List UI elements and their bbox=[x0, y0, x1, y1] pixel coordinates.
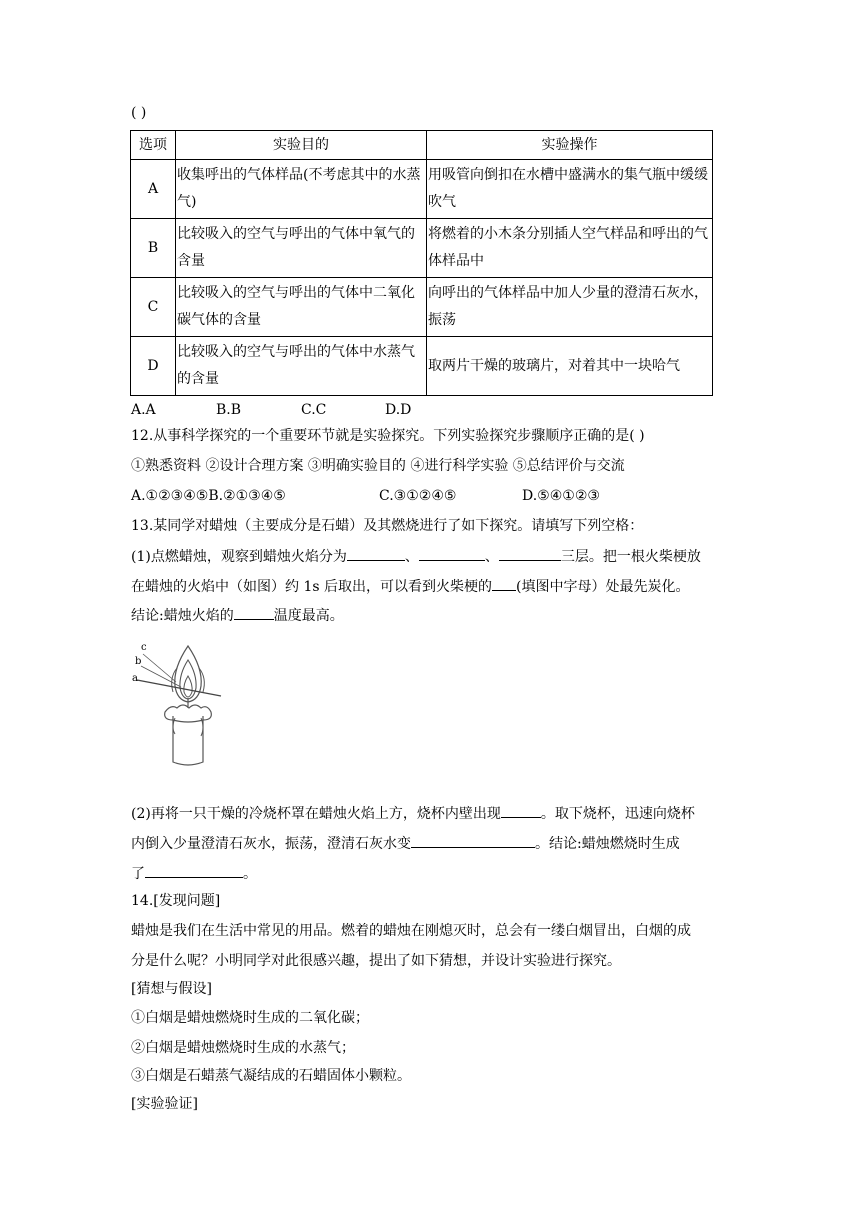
row-option: C bbox=[131, 278, 176, 337]
candle-figure bbox=[131, 638, 231, 768]
q14-heading: 14.[发现问题] bbox=[131, 893, 221, 909]
q13-part2-line2 bbox=[131, 833, 680, 854]
text: (填图中字母）处最先炭化。 bbox=[516, 579, 690, 595]
q13-stem: 13.某同学对蜡烛（主要成分是石蜡）及其燃烧进行了如下探究。请填写下列空格： bbox=[131, 518, 644, 534]
table-row bbox=[131, 160, 713, 219]
answer-blank[interactable] bbox=[411, 833, 535, 848]
text: 。 bbox=[243, 866, 257, 882]
middle-flame bbox=[180, 660, 196, 699]
outer-flame bbox=[175, 646, 201, 702]
answer-option: B.B bbox=[216, 402, 242, 418]
row-purpose: 比较吸入的空气与呼出的气体中二氧化碳气体的含量 bbox=[176, 278, 427, 337]
text: (1)点燃蜡烛，观察到蜡烛火焰分为 bbox=[131, 549, 347, 565]
row-operation: 取两片干燥的玻璃片，对着其中一块哈气 bbox=[427, 337, 713, 396]
answer-blank[interactable] bbox=[145, 863, 243, 878]
table-row bbox=[131, 219, 713, 278]
answer-option: A.A bbox=[131, 402, 156, 418]
q14-paragraph-line1: 蜡烛是我们在生活中常见的用品。燃着的蜡烛在刚熄灭时，总会有一缕白烟冒出，白烟的成 bbox=[131, 923, 691, 939]
row-operation: 用吸管向倒扣在水槽中盛满水的集气瓶中缓缓吹气 bbox=[427, 160, 713, 219]
q13-part2-line1 bbox=[131, 803, 695, 824]
text: 三层。把一根火柴梗放 bbox=[560, 549, 701, 565]
row-option: B bbox=[131, 219, 176, 278]
answer-blank[interactable] bbox=[492, 576, 516, 591]
row-purpose: 比较吸入的空气与呼出的气体中氧气的含量 bbox=[176, 219, 427, 278]
text: 、 bbox=[484, 549, 499, 565]
figure-label-c: c bbox=[141, 642, 147, 653]
answer-option: D.⑤④①②③ bbox=[522, 488, 600, 504]
answer-blank[interactable] bbox=[347, 546, 405, 561]
question-paren: ( ) bbox=[131, 105, 147, 121]
text: 在蜡烛的火焰中（如图）约 1s 后取出，可以看到火柴梗的 bbox=[131, 579, 492, 595]
text: 。结论:蜡烛燃烧时生成 bbox=[535, 836, 680, 852]
header-option: 选项 bbox=[131, 131, 176, 160]
text: 。取下烧杯，迅速向烧杯 bbox=[540, 806, 695, 822]
text: (2)再将一只干燥的冷烧杯罩在蜡烛火焰上方，烧杯内壁出现 bbox=[131, 806, 501, 822]
table-row bbox=[131, 337, 713, 396]
header-purpose: 实验目的 bbox=[176, 131, 427, 160]
pointer-line-c bbox=[143, 654, 176, 682]
hypothesis-item: ①白烟是蜡烛燃烧时生成的二氧化碳； bbox=[131, 1010, 369, 1026]
hypothesis-item: ②白烟是蜡烛燃烧时生成的水蒸气； bbox=[131, 1040, 355, 1056]
text: 温度最高。 bbox=[273, 608, 344, 624]
row-operation: 向呼出的气体样品中加人少量的澄清石灰水，振荡 bbox=[427, 278, 713, 337]
answer-option: D.D bbox=[385, 402, 412, 418]
inner-flame bbox=[184, 676, 192, 697]
answer-blank[interactable] bbox=[419, 546, 485, 561]
answer-blank[interactable] bbox=[499, 546, 561, 561]
q13-part1-line2 bbox=[131, 576, 689, 597]
text: 了 bbox=[131, 866, 145, 882]
q14-hypothesis-heading: [猜想与假设] bbox=[131, 981, 212, 997]
experiment-table bbox=[130, 130, 713, 396]
table-row bbox=[131, 278, 713, 337]
text: 结论:蜡烛火焰的 bbox=[131, 608, 234, 624]
q13-part1-line1 bbox=[131, 546, 701, 567]
answer-option: C.③①②④⑤ bbox=[379, 488, 457, 504]
row-option: D bbox=[131, 337, 176, 396]
answer-blank[interactable] bbox=[501, 803, 541, 818]
text: 内倒入少量澄清石灰水，振荡，澄清石灰水变 bbox=[131, 836, 411, 852]
hypothesis-item: ③白烟是石蜡蒸气凝结成的石蜡固体小颗粒。 bbox=[131, 1068, 411, 1084]
q14-paragraph-line2: 分是什么呢？小明同学对此很感兴趣，提出了如下猜想，并设计实验进行探究。 bbox=[131, 953, 621, 969]
header-operation: 实验操作 bbox=[427, 131, 713, 160]
answer-option: A.①②③④⑤B.②①③④⑤ bbox=[131, 488, 286, 504]
q12-items: ①熟悉资料 ②设计合理方案 ③明确实验目的 ④进行科学实验 ⑤总结评价与交流 bbox=[131, 458, 625, 474]
answer-blank[interactable] bbox=[234, 605, 274, 620]
figure-label-b: b bbox=[135, 656, 142, 667]
q13-part2-line3 bbox=[131, 863, 257, 884]
candle-flame-illustration bbox=[131, 638, 231, 768]
candle-body bbox=[173, 716, 203, 765]
match-stick bbox=[137, 680, 221, 696]
text: 、 bbox=[404, 549, 419, 565]
q14-verify-heading: [实验验证] bbox=[131, 1096, 198, 1112]
answer-option: C.C bbox=[301, 402, 327, 418]
figure-label-a: a bbox=[132, 673, 138, 684]
row-purpose: 收集呼出的气体样品(不考虑其中的水蒸气) bbox=[176, 160, 427, 219]
row-purpose: 比较吸入的空气与呼出的气体中水蒸气的含量 bbox=[176, 337, 427, 396]
row-operation: 将燃着的小木条分别插人空气样品和呼出的气体样品中 bbox=[427, 219, 713, 278]
table-header-row bbox=[131, 131, 713, 160]
q12-stem: 12.从事科学探究的一个重要环节就是实验探究。下列实验探究步骤顺序正确的是( ) bbox=[131, 428, 645, 444]
q13-part1-line3 bbox=[131, 605, 344, 626]
row-option: A bbox=[131, 160, 176, 219]
